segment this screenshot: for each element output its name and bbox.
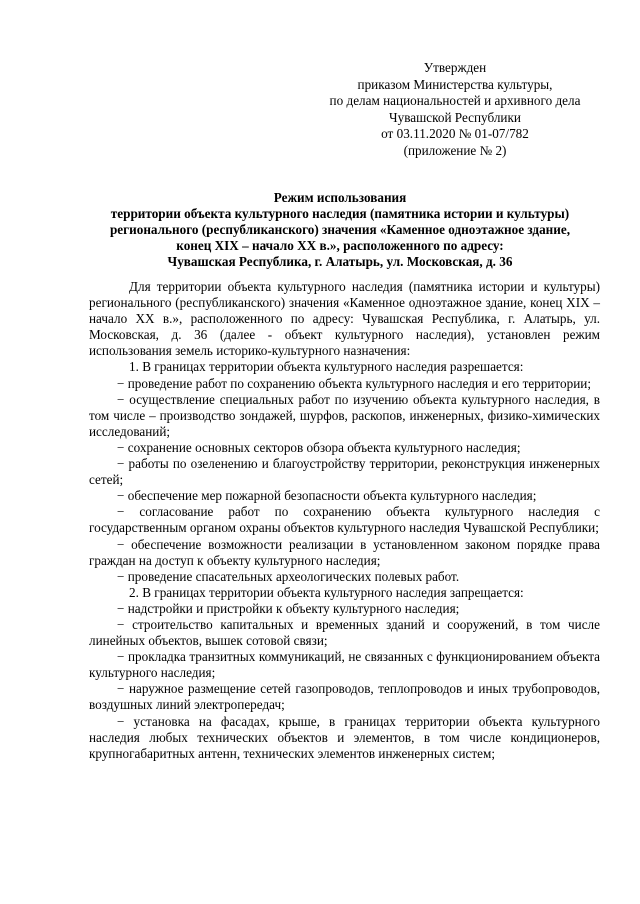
approval-line: Чувашской Республики: [389, 109, 521, 125]
list-item: − обеспечение мер пожарной безопасности объекта культурного наследия;: [117, 488, 537, 504]
approval-line: Утвержден: [423, 60, 487, 75]
approval-line: (приложение № 2): [403, 142, 507, 158]
list-item: − осуществление специальных работ по изучению объекта культурного наследия, в том числе – производство зондажей, шурфов, раскопов, инженерных, физико-химических исследований;: [89, 391, 600, 439]
title-line: регионального (республиканского) значения «Каменное одноэтажное здание,: [109, 221, 571, 237]
approval-line: от 03.11.2020 № 01-07/782: [381, 126, 529, 142]
title-line: конец XIX – начало XX в.», расположенного по адресу:: [176, 237, 504, 253]
section2-heading: 2. В границах территории объекта культурного наследия запрещается:: [129, 584, 524, 600]
list-item: − установка на фасадах, крыше, в границах территории объекта культурного наследия любых технических объектов и элементов, в том числе кондиционеров, крупногабаритных антенн, технических элементов инженерных систем;: [89, 713, 600, 761]
document-body: [89, 279, 600, 762]
list-item: − сохранение основных секторов обзора объекта культурного наследия;: [117, 439, 521, 455]
approval-line: по делам национальностей и архивного дела: [329, 93, 581, 109]
list-item: − проведение работ по сохранению объекта культурного наследия и его территории;: [117, 375, 591, 391]
title-line: Чувашская Республика, г. Алатырь, ул. Московская, д. 36: [167, 253, 513, 269]
list-item: − прокладка транзитных коммуникаций, не связанных с функционированием объекта культурного наследия;: [89, 649, 600, 681]
section1-heading: 1. В границах территории объекта культурного наследия разрешается:: [129, 359, 524, 375]
list-item: − согласование работ по сохранению объекта культурного наследия с государственным органом охраны объектов культурного наследия Чувашской Республики;: [89, 504, 600, 536]
intro-paragraph: Для территории объекта культурного наследия (памятника истории и культуры) регионального (республиканского) значения «Каменное одноэтажное здание, конец XIX – начало XX в.», расположенного по адресу: Чувашская Республика, г. Алатырь, ул. Московская, д. 36 (далее - объект культурного наследия), установлен режим использования земель историко-культурного назначения:: [89, 279, 600, 359]
list-item: − обеспечение возможности реализации в установленном законом порядке права граждан на доступ к объекту культурного наследия;: [89, 536, 600, 568]
document-title: [60, 190, 620, 270]
approval-stamp: [300, 60, 610, 160]
approval-line: приказом Министерства культуры,: [357, 76, 553, 92]
list-item: − наружное размещение сетей газопроводов, теплопроводов и иных трубопроводов, воздушных линий электропередач;: [89, 681, 600, 713]
list-item: − работы по озеленению и благоустройству территории, реконструкция инженерных сетей;: [89, 456, 600, 488]
list-item: − проведение спасательных археологических полевых работ.: [117, 568, 460, 584]
list-item: − строительство капитальных и временных зданий и сооружений, в том числе линейных объектов, вышек сотовой связи;: [89, 616, 600, 649]
title-line: Режим использования: [273, 190, 407, 205]
list-item: − надстройки и пристройки к объекту культурного наследия;: [117, 600, 460, 616]
title-line: территории объекта культурного наследия (памятника истории и культуры): [110, 205, 570, 221]
